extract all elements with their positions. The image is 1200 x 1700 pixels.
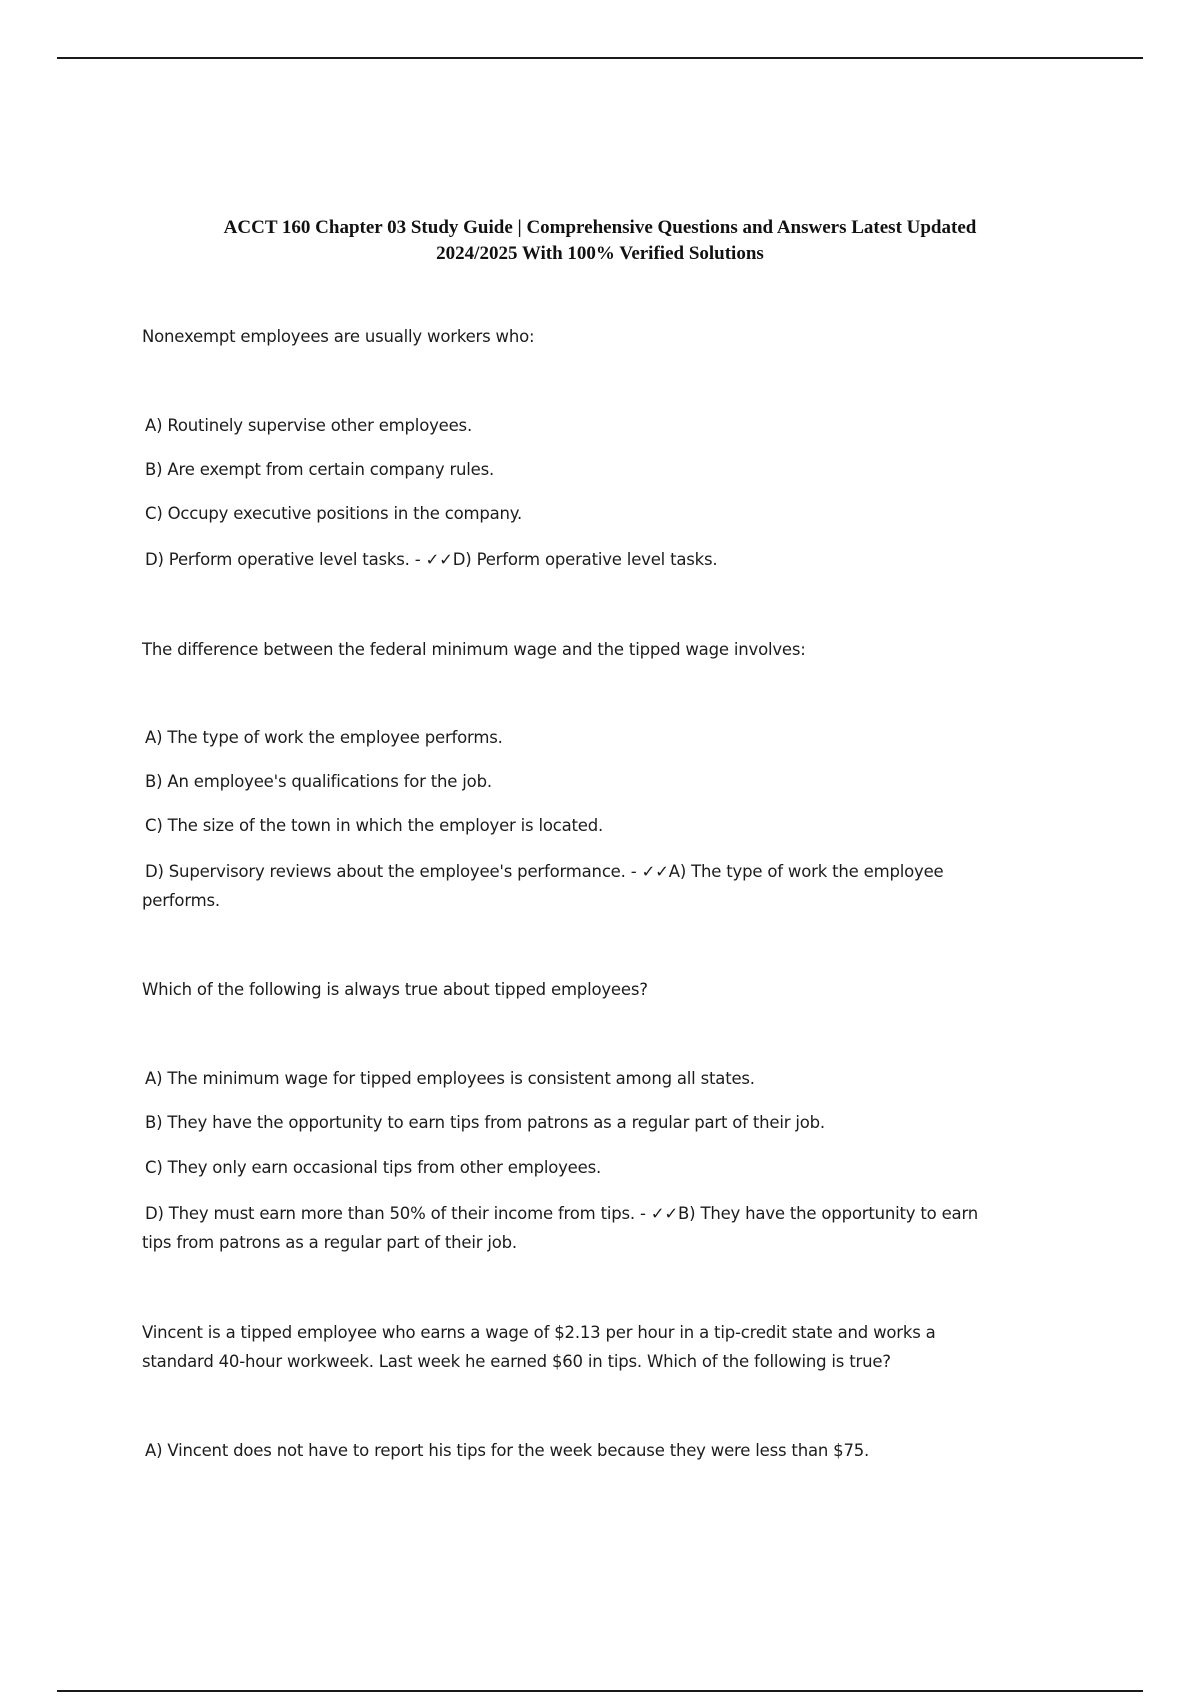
document-title: [140, 215, 1060, 267]
question-3-option-a: A) The minimum wage for tipped employees is consistent among all states.: [145, 1069, 755, 1088]
question-3-option-b: B) They have the opportunity to earn tips from patrons as a regular part of their job.: [145, 1113, 825, 1132]
title-line-1: ACCT 160 Chapter 03 Study Guide | Comprehensive Questions and Answers Latest Updated: [223, 217, 977, 238]
question-2-stem: The difference between the federal minimum wage and the tipped wage involves:: [142, 640, 806, 659]
question-1-stem: Nonexempt employees are usually workers who:: [142, 327, 535, 346]
question-3-answer-continuation: tips from patrons as a regular part of their job.: [142, 1233, 517, 1252]
title-line-2: 2024/2025 With 100% Verified Solutions: [436, 243, 764, 264]
question-4-stem-line-1: Vincent is a tipped employee who earns a wage of $2.13 per hour in a tip-credit state and works a: [142, 1323, 936, 1342]
question-1-option-a: A) Routinely supervise other employees.: [145, 416, 472, 435]
question-2-answer-continuation: performs.: [142, 891, 220, 910]
top-rule: [57, 57, 1143, 59]
question-1-option-d-answer: D) Perform operative level tasks. - ✓✓D) Perform operative level tasks.: [145, 550, 718, 569]
question-2-option-b: B) An employee's qualifications for the job.: [145, 772, 492, 791]
question-2-option-a: A) The type of work the employee performs.: [145, 728, 503, 747]
question-3-option-d-answer: D) They must earn more than 50% of their income from tips. - ✓✓B) They have the opportunity to earn: [145, 1204, 978, 1223]
question-3-option-c: C) They only earn occasional tips from other employees.: [145, 1158, 602, 1177]
question-1-option-b: B) Are exempt from certain company rules.: [145, 460, 495, 479]
question-2-option-d-answer: D) Supervisory reviews about the employee's performance. - ✓✓A) The type of work the employee: [145, 862, 944, 881]
question-4-stem-line-2: standard 40-hour workweek. Last week he earned $60 in tips. Which of the following is true?: [142, 1352, 891, 1371]
question-1-option-c: C) Occupy executive positions in the company.: [145, 504, 523, 523]
question-2-option-c: C) The size of the town in which the employer is located.: [145, 816, 604, 835]
bottom-rule: [57, 1690, 1143, 1692]
question-3-stem: Which of the following is always true about tipped employees?: [142, 980, 648, 999]
question-4-option-a: A) Vincent does not have to report his tips for the week because they were less than $75.: [145, 1441, 870, 1460]
